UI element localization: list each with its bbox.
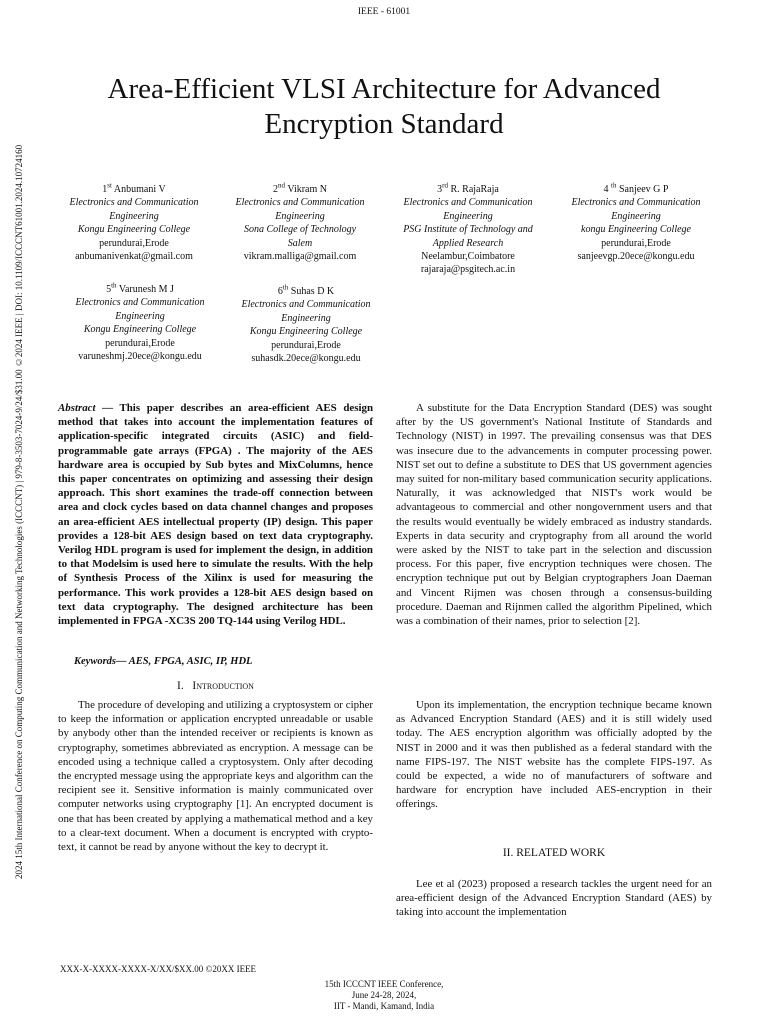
author-dept-cont: Engineering (115, 310, 165, 322)
paper-title-line2: Encryption Standard (264, 108, 504, 140)
conference-name: 15th ICCCNT IEEE Conference, (324, 979, 444, 989)
author-email[interactable]: rajaraja@psgitech.ac.in (420, 264, 516, 276)
author-block-5 (58, 283, 222, 363)
author-location: perundurai,Erode (601, 237, 671, 249)
conference-footer (234, 979, 534, 1013)
related-work-body (396, 877, 712, 920)
introduction-body (58, 698, 373, 854)
conference-location: IIT - Mandi, Kamand, India (333, 1001, 435, 1012)
conference-dates: June 24-28, 2024, (351, 990, 417, 1001)
author-institution: Kongu Engineering College (249, 326, 363, 338)
author-name: 6th Suhas D K (277, 283, 335, 297)
author-location: perundurai,Erode (99, 237, 169, 249)
author-name: 4 $^{th}$ Sanjeev G P (603, 181, 669, 195)
author-dept: Electronics and Communication (571, 197, 701, 209)
author-dept: Electronics and Communication (69, 197, 199, 209)
paper-title-line1: Area-Efficient VLSI Architecture for Advanced (107, 73, 661, 105)
author-dept: Electronics and Communication (403, 197, 533, 209)
abstract-label: Abstract (58, 402, 96, 414)
paragraph: Lee et al (2023) proposed a research tackles the urgent need for an area-efficient design of the Advanced Encryption Standard (AES) by taking into account the implementation (396, 878, 712, 919)
author-block-6 (224, 285, 388, 365)
doi-sidebar: 2024 15th International Conference on Computing Communication and Networking Technologies (ICCCNT) | 979-8-3503-7024-9/24/$31.00 ©2024 IEEE | DOI: 10.1109/ICCCNT61001.2024.10724160 (14, 144, 24, 880)
author-institution: Sona College of Technology (243, 224, 357, 236)
author-block-1 (52, 183, 216, 263)
conference-id: IEEE - 61001 (357, 7, 411, 17)
author-dept: Electronics and Communication (241, 299, 371, 311)
author-dept: Electronics and Communication (75, 297, 205, 309)
author-name: 5th Varunesh M J (106, 281, 174, 295)
abstract: Abstract — This paper describes an area-efficient AES design method that takes into account the implementation features of application-specific integrated circuits (ASIC) and field-programmable gate arrays (FPGA) . The majority of the AES hardware area is occupied by Sub bytes and MixColumns, hence this paper concentrates on optimizing and assessing their design approach. This short examines the trade-off connection between area and clock cycles based on data channel changes and proposes an area-efficient AES intellectual property (IP) design. This paper provides a 128-bit AES design based on text data cryptography. Verilog HDL program is used for implement the design, in addition to that Modelsim is used here to simulate the results. With the help of Synthesis Process of the Xilinx is used for measuring the performance. This work provides a 128-bit AES design based on text data cryptography. The designed architecture has been implemented in FPGA -XC3S 200 TQ-144 using Verilog HDL. (58, 402, 374, 628)
paragraph: The procedure of developing and utilizing a cryptosystem or cipher to keep the information or application encrypted unreadable or usable by anybody other than the intended receiver or recipients is known as cryptography, sometimes abbreviated as encryption. A message can be encoded using a technique called a cryptosystem. Only after decoding the encrypted message using the appropriate keys and algorithm can the recipient see it. Sensitive information is mainly communicated over computer networks using cryptography [1]. An encrypted document is one that has been created by applying a mathematical method and a key to a clear-text document. When a document is encrypted with crypto-text, it cannot be read by anyone without the key to decrypt it. (58, 699, 373, 854)
author-email[interactable]: suhasdk.20ece@kongu.edu (251, 353, 361, 365)
author-dept-cont: Engineering (611, 210, 661, 222)
author-block-3 (386, 183, 550, 277)
paragraph: A substitute for the Data Encryption Standard (DES) was sought after by the US government's National Institute of Standards and Technology (NIST) in 1997. The prevailing consensus was that DES was insecure due to the advancements in computer processing power. NIST set out to define a substitute to DES that US government agencies may suited for non-military based communication security applications. Naturally, it was acknowledged that NIST's work would be advantageous to commercial and other nongovernment users and that the results would eventually be widely embraced as industry standards. Experts in data security and cryptography from all around the world were asked by the NIST to take part in the selection and discussion process. For this paper, five encryption techniques were chosen. The encryption technique put out by Belgian cryptographers Joan Daeman and Vincent Rijmen was chosen through a consensus-building procedure. Daeman and Rijnmen called the algorithm Pipelined, which was a combination of their names, prior to selection [2]. (396, 402, 712, 628)
author-dept-cont: Engineering (109, 210, 159, 222)
author-location: Neelambur,Coimbatore (421, 251, 515, 263)
paragraph: Upon its implementation, the encryption technique became known as Advanced Encryption Standard (AES) and it is still widely used today. The AES encryption algorithm was officially adopted by the NIST in 2000 and it was then published as a federal standard with the name FIPS-197. The NIST website has the complete FIPS-197. As could be expected, a wide no of manufacturers of software and hardware for encryption have included AES-encryption in their offerings. (396, 699, 712, 811)
author-institution: Kongu Engineering College (83, 324, 197, 336)
author-location: perundurai,Erode (105, 337, 175, 349)
author-dept-cont: Engineering (281, 312, 331, 324)
author-block-4 (554, 183, 718, 263)
copyright-line: XXX-X-XXXX-XXXX-X/XX/$XX.00 ©20XX IEEE (60, 964, 257, 974)
section-heading-introduction: I. Introduction (177, 680, 254, 692)
author-institution: Kongu Engineering College (77, 224, 191, 236)
author-institution: PSG Institute of Technology and (403, 224, 533, 236)
abstract-text: This paper describes an area-efficient AES design method that takes into account the implementation features of application-specific integrated circuits (ASIC) and field-programmable gate arrays (FPGA) . The majority of the AES hardware area is occupied by Sub bytes and MixColumns, hence this paper concentrates on optimizing and assessing their design approach. This short examines the trade-off connection between area and clock cycles based on data channel changes and proposes an area-efficient AES intellectual property (IP) design. This paper provides a 128-bit AES design based on text data cryptography. Verilog HDL program is used for implement the design, in addition to that Modelsim is used here to simulate the results. With the help of Synthesis Process of the Xilinx is used for measuring the performance. This work provides a 128-bit AES design based on text data cryptography. The designed architecture has been implemented in FPGA -XC3S 200 TQ-144 using Verilog HDL. (58, 402, 374, 628)
right-column-body-2 (396, 698, 712, 812)
author-email[interactable]: vikram.malliga@gmail.com (243, 251, 357, 263)
author-dept-cont: Engineering (443, 210, 493, 222)
author-dept: Electronics and Communication (235, 197, 365, 209)
keywords: Keywords— AES, FPGA, ASIC, IP, HDL (74, 656, 253, 667)
author-location: perundurai,Erode (271, 339, 341, 351)
author-institution-cont: Applied Research (432, 237, 504, 249)
author-email[interactable]: varuneshmj.20ece@kongu.edu (78, 351, 202, 363)
author-email[interactable]: anbumanivenkat@gmail.com (75, 251, 193, 263)
section-heading-related-work: II. RELATED WORK (502, 847, 606, 859)
paper-title (60, 72, 708, 142)
author-institution: kongu Engineering College (581, 224, 691, 236)
author-email[interactable]: sanjeevgp.20ece@kongu.edu (577, 251, 695, 263)
author-institution-cont: Salem (287, 237, 313, 249)
author-dept-cont: Engineering (275, 210, 325, 222)
author-name: 1st Anbumani V (102, 181, 166, 195)
right-column-body-1 (396, 401, 712, 628)
author-name: 2nd Vikram N (273, 181, 327, 195)
author-name: 3rd R. RajaRaja (437, 181, 499, 195)
author-block-2 (218, 183, 382, 263)
